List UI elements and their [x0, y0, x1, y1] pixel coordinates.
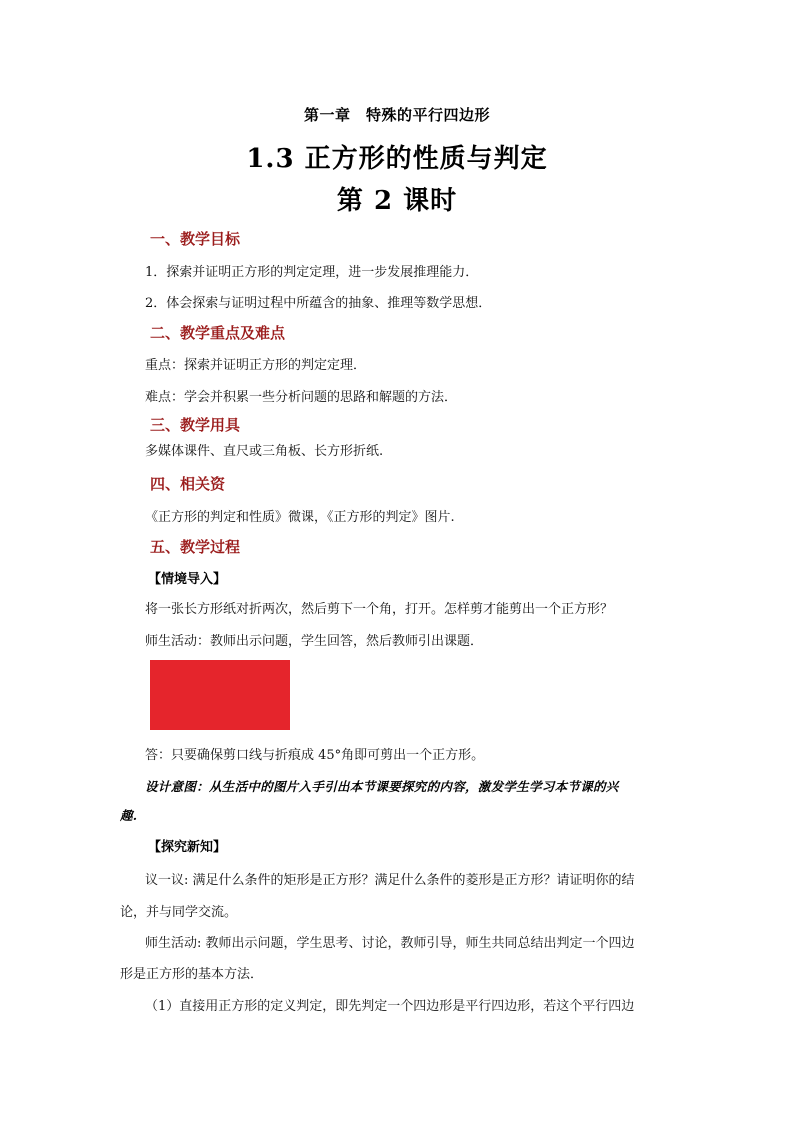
intro-answer: 答：只要确保剪口线与折痕成 45°角即可剪出一个正方形。	[145, 748, 485, 763]
lesson-title: 1.3 正方形的性质与判定	[246, 144, 548, 174]
section-heading-key: 二、教学重点及难点	[150, 324, 286, 342]
activity-line-1: 师生活动: 教师出示问题，学生思考、讨论，教师引导，师生共同总结出判定一个四边	[145, 936, 635, 951]
lesson-subtitle: 第 2 课时	[336, 186, 458, 216]
design-intent-line-2: 趣.	[120, 808, 138, 823]
intro-activity: 师生活动：教师出示问题，学生回答，然后教师引出课题．	[145, 634, 484, 649]
activity-line-2: 形是正方形的基本方法．	[120, 967, 264, 982]
key-point: 重点：探索并证明正方形的判定定理．	[145, 358, 367, 373]
section-heading-resources: 四、相关资	[150, 475, 226, 493]
resources-text: 《正方形的判定和性质》微课，《正方形的判定》图片.	[145, 510, 455, 525]
discuss-line-2: 论，并与同学交流。	[120, 905, 238, 920]
intro-label: 【情境导入】	[148, 572, 227, 587]
folded-paper-image	[150, 660, 290, 730]
section-heading-process: 五、教学过程	[150, 538, 241, 556]
difficult-point: 难点：学会并积累一些分析问题的思路和解题的方法．	[145, 390, 458, 405]
explore-label: 【探究新知】	[148, 840, 227, 855]
section-heading-goals: 一、教学目标	[150, 230, 241, 248]
chapter-title: 第一章 特殊的平行四边形	[303, 106, 490, 124]
design-intent-line-1: 设计意图：从生活中的图片入手引出本节课要探究的内容，激发学生学习本节课的兴	[145, 779, 619, 794]
section-heading-tools: 三、教学用具	[150, 416, 241, 434]
goal-item-2: 2．体会探索与证明过程中所蕴含的抽象、推理等数学思想．	[145, 296, 492, 311]
discuss-line-1: 议一议: 满足什么条件的矩形是正方形？满足什么条件的菱形是正方形？请证明你的结	[145, 873, 635, 888]
goal-item-1: 1．探索并证明正方形的判定定理，进一步发展推理能力．	[145, 265, 479, 280]
method-line-1: （1）直接用正方形的定义判定，即先判定一个四边形是平行四边形，若这个平行四边	[145, 999, 635, 1014]
intro-question: 将一张长方形纸对折两次，然后剪下一个角，打开。怎样剪才能剪出一个正方形？	[145, 602, 614, 617]
tools-text: 多媒体课件、直尺或三角板、长方形折纸.	[145, 444, 384, 459]
